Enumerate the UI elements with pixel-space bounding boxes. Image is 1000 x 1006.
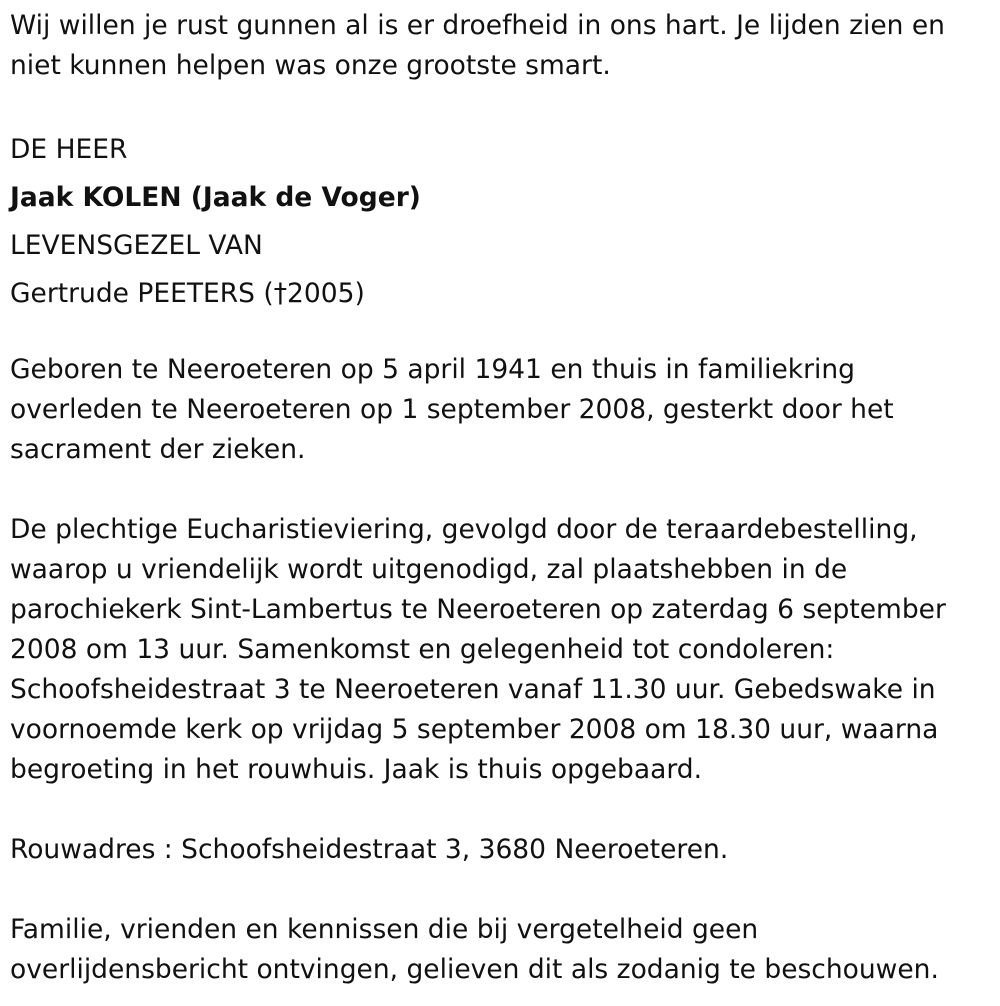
ceremony-line: voornoemde kerk op vrijdag 5 september 2008 om 18.30 uur, waarna [10, 714, 939, 745]
motto-line: Wij willen je rust gunnen al is er droefheid in ons hart. Je lijden zien en [10, 10, 945, 41]
ceremony-line: parochiekerk Sint-Lambertus te Neeroeteren op zaterdag 6 september [10, 594, 946, 625]
motto-paragraph [10, 6, 995, 86]
partner-name: Gertrude PEETERS ( [10, 278, 274, 309]
closing-paragraph [10, 910, 995, 990]
spacer [10, 790, 995, 830]
motto-line: niet kunnen helpen was onze grootste smart. [10, 50, 611, 81]
deceased-name: Jaak KOLEN (Jaak de Voger) [10, 182, 421, 213]
spacer [10, 470, 995, 510]
birth-death-line: overleden te Neeroeteren op 1 september 2008, gesterkt door het [10, 394, 894, 425]
partner-death-year: 2005) [287, 278, 365, 309]
address-paragraph [10, 830, 995, 870]
spacer [10, 86, 995, 126]
ceremony-line: waarop u vriendelijk wordt uitgenodigd, zal plaatshebben in de [10, 554, 848, 585]
partner-line [10, 270, 995, 318]
birth-death-line: Geboren te Neeroeteren op 5 april 1941 en thuis in familiekring [10, 354, 855, 385]
obituary-document [10, 6, 995, 990]
ceremony-line: begroeting in het rouwhuis. Jaak is thuis opgebaard. [10, 754, 703, 785]
spacer [10, 318, 995, 350]
birth-death-line: sacrament der zieken. [10, 434, 306, 465]
mourning-address: Rouwadres : Schoofsheidestraat 3, 3680 Neeroeteren. [10, 834, 729, 865]
closing-line: overlijdensbericht ontvingen, gelieven dit als zodanig te beschouwen. [10, 954, 939, 985]
birth-death-paragraph [10, 350, 995, 470]
cross-icon: † [273, 278, 288, 309]
ceremony-line: De plechtige Eucharistieviering, gevolgd door de teraardebestelling, [10, 514, 918, 545]
closing-line: Familie, vrienden en kennissen die bij vergetelheid geen [10, 914, 759, 945]
spacer [10, 870, 995, 910]
ceremony-line: 2008 om 13 uur. Samenkomst en gelegenheid tot condoleren: [10, 634, 835, 665]
relation-label: LEVENSGEZEL VAN [10, 230, 263, 261]
ceremony-paragraph [10, 510, 995, 790]
honorific-title: DE HEER [10, 134, 128, 165]
ceremony-line: Schoofsheidestraat 3 te Neeroeteren vanaf 11.30 uur. Gebedswake in [10, 674, 936, 705]
